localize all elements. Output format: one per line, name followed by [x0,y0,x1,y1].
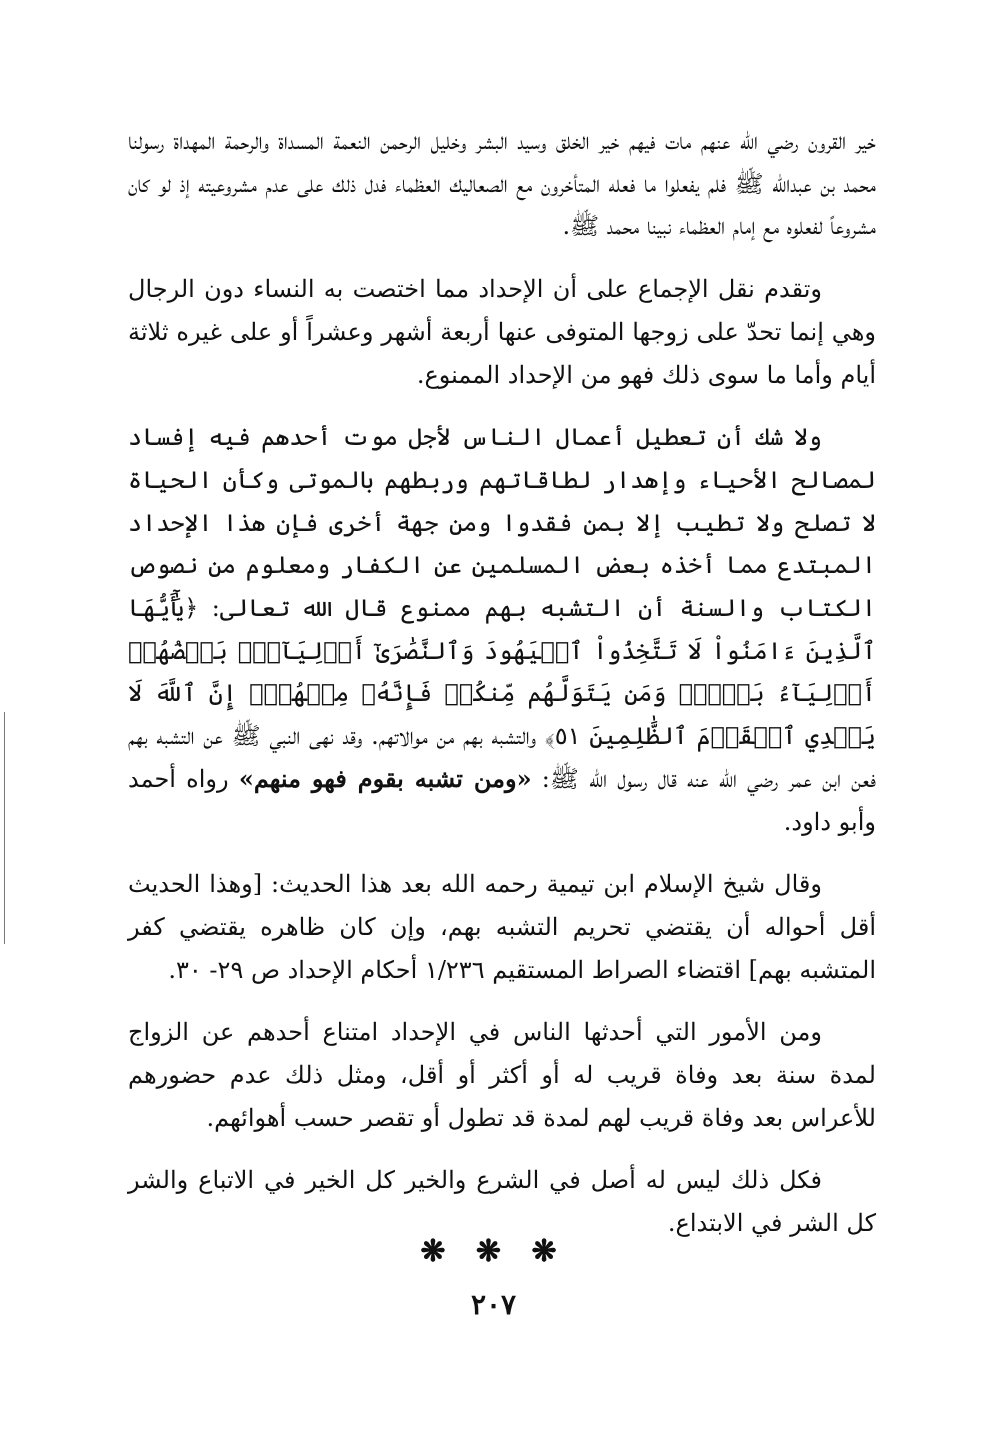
hadith-source: رواه أحمد وأبو داود. [128,764,876,836]
paragraph-4-text: وقال شيخ الإسلام ابن تيمية رحمه الله بعد هذا الحديث: [وهذا الحديث أقل أحواله أن يقتضي تحريم التشبه بهم، وإن كان ظاهره يقتضي كفر المتشبه بهم] اقتضاء الصراط المستقيم ١/٢٣٦ أحكام الإحداد ص ٢٩- ٣٠. [128,870,876,984]
paragraph-6-text: فكل ذلك ليس له أصل في الشرع والخير كل الخير في الاتباع والشر كل الشر في الابتداع. [128,1166,876,1238]
paragraph-3-text: ولا شك أن تعطيل أعمال الناس لأجل موت أحدهم فيه إفساد لمصالح الأحياء وإهدار لطاقاتهم وربطهم بالموتى وكأن الحياة لا تصلح ولا تطيب إلا بمن فقدوا ومن جهة أخرى فإن هذا الإحداد المبتدع مما أخذه بعض المسلمين عن الكفار ومعلوم من نصوص الكتاب والسنة أن التشبه بهم ممنوع قال الله تعالى: ﴿يَٰٓأَيُّهَا ٱلَّذِينَ ءَامَنُواْ لَا تَتَّخِذُواْ ٱلۡيَهُودَ وَٱلنَّصَٰرَىٰٓ أَوۡلِيَآءَۘ بَعۡضُهُمۡ أَوۡلِيَآءُ بَعۡضٖۚ وَمَن يَتَوَلَّهُم مِّنكُمۡ فَإِنَّهُۥ مِنۡهُمۡۗ إِنَّ ٱللَّهَ لَا يَهۡدِي ٱلۡقَوۡمَ ٱلظَّٰلِمِينَ ٥١﴾ والتشبه بهم من موالاتهم. وقد نهى النبي ﷺ عن التشبه بهم فعن ابن عمر رضي الله عنه قال رسول الله ﷺ: [128,423,877,793]
hadith-quote: «ومن تشبه بقوم فهو منهم» [238,763,532,793]
paragraph-2-text: وتقدم نقل الإجماع على أن الإحداد مما اختصت به النساء دون الرجال وهي إنما تحدّ على زوجها المتوفى عنها أربعة أشهر وعشراً أو على غيره ثلاثة أيام وأما ما سوى ذلك فهو من الإحداد الممنوع. [128,275,876,389]
paragraph-6 [128,1159,876,1244]
paragraph-3 [128,416,876,843]
paragraph-5-text: ومن الأمور التي أحدثها الناس في الإحداد امتناع أحدهم عن الزواج لمدة سنة بعد وفاة قريب له أو أكثر أو أقل، ومثل ذلك عدم حضورهم للأعراس بعد وفاة قريب لهم لمدة قد تطول أو تقصر حسب أهوائهم. [128,1018,876,1132]
page-body [128,120,876,1265]
paragraph-2 [128,268,876,396]
section-separator: ❋ ❋ ❋ [420,1234,567,1269]
paragraph-5 [128,1011,876,1139]
scan-margin-line [4,712,5,944]
paragraph-1: خير القرون رضي الله عنهم مات فيهم خير الخلق وسيد البشر وخليل الرحمن النعمة المسداة والرحمة المهداة رسولنا محمد بن عبدالله ﷺ فلم يفعلوا ما فعله المتأخرون مع الصعاليك العظماء فدل ذلك على عدم مشروعيته إذ لو كان مشروعاً لفعلوه مع إمام العظماء نبينا محمد ﷺ. [128,127,876,241]
paragraph-4 [128,863,876,991]
page-number: ٢٠٧ [470,1288,517,1321]
